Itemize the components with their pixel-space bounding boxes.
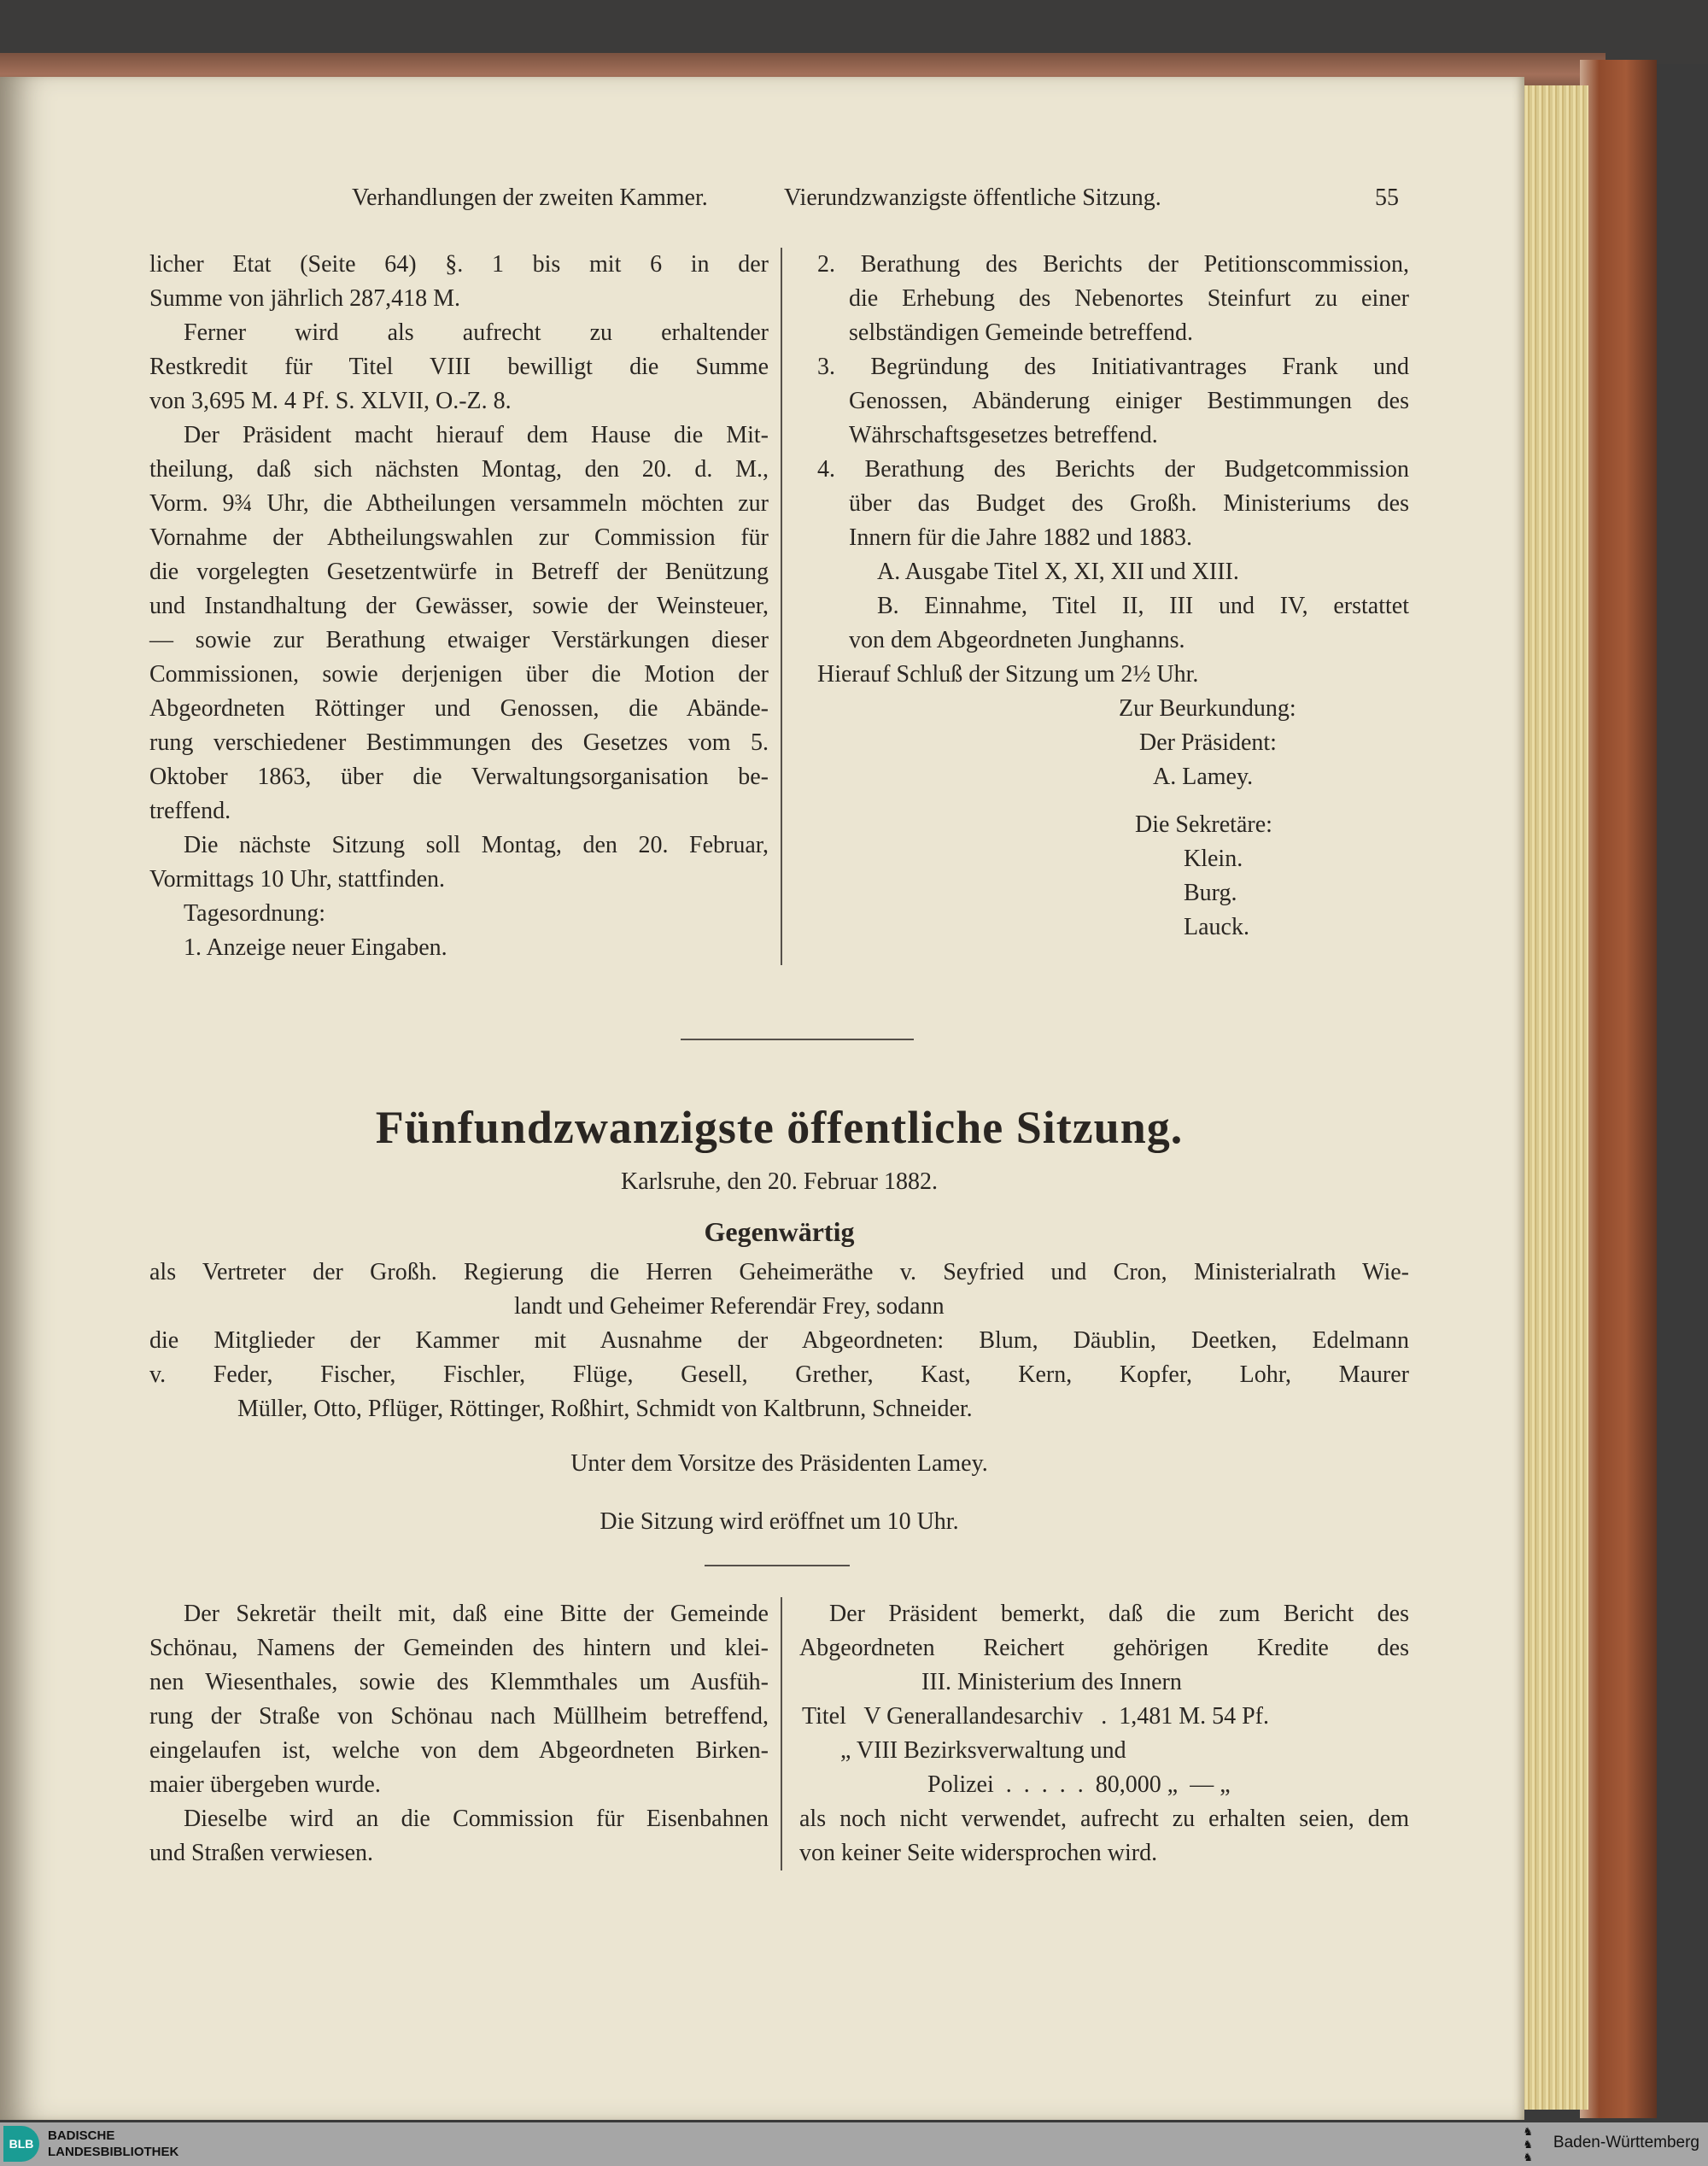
library-name xyxy=(48,2128,178,2160)
top-left-column-line: Die nächste Sitzung soll Montag, den 20. Februar, xyxy=(184,832,769,858)
bottom-right-column-line: Titel V Generallandesarchiv . 1,481 M. 54 Pf. xyxy=(802,1703,1269,1730)
top-columns xyxy=(149,248,1409,965)
top-left-column-line: 1. Anzeige neuer Eingaben. xyxy=(184,934,447,961)
top-left-column-line: Der Präsident macht hierauf dem Hause die Mit- xyxy=(184,422,769,448)
top-right-column-line: 2. Berathung des Berichts der Petitionscommission, xyxy=(817,251,1409,278)
bottom-right-column-line: als noch nicht verwendet, aufrecht zu erhalten seien, dem xyxy=(799,1806,1409,1832)
place-date: Karlsruhe, den 20. Februar 1882. xyxy=(621,1168,938,1195)
top-left-column-line: Vormittags 10 Uhr, stattfinden. xyxy=(149,866,445,893)
top-right-column-line: 3. Begründung des Initiativantrages Frank und xyxy=(817,354,1409,380)
lion-icon: ♞ ♞ ♞ xyxy=(1523,2125,1533,2163)
bottom-columns xyxy=(149,1597,1409,1870)
running-header-center: Vierundzwanzigste öffentliche Sitzung. xyxy=(784,184,1161,211)
page-number: 55 xyxy=(1375,184,1399,211)
section-rule-2 xyxy=(705,1565,850,1566)
bottom-left-column-line: Schönau, Namens der Gemeinden des hintern und klei- xyxy=(149,1635,769,1661)
opening-line: Die Sitzung wird eröffnet um 10 Uhr. xyxy=(600,1508,959,1535)
top-right-column-line: Währschaftsgesetzes betreffend. xyxy=(849,422,1158,448)
top-left-column-line: Summe von jährlich 287,418 M. xyxy=(149,285,460,312)
top-left-column-line: Tagesordnung: xyxy=(184,900,326,927)
top-left-column-line: von 3,695 M. 4 Pf. S. XLVII, O.-Z. 8. xyxy=(149,388,512,414)
blb-logo: BLB xyxy=(3,2126,39,2162)
top-right-column-line: Die Sekretäre: xyxy=(1135,811,1272,838)
top-left-column-line: Restkredit für Titel VIII bewilligt die Summe xyxy=(149,354,769,380)
bottom-right-column-line: III. Ministerium des Innern xyxy=(921,1669,1182,1695)
top-right-column-line: Klein. xyxy=(1184,846,1243,872)
top-left-column-line: und Instandhaltung der Gewässer, sowie der Weinsteuer, xyxy=(149,593,769,619)
bottom-right-column-line: Der Präsident bemerkt, daß die zum Bericht des xyxy=(829,1601,1409,1627)
page-content xyxy=(149,181,1409,1870)
top-left-column-line: treffend. xyxy=(149,798,231,824)
library-name-line1: BADISCHE xyxy=(48,2128,115,2143)
top-right-column-line: B. Einnahme, Titel II, III und IV, erstattet xyxy=(877,593,1409,619)
top-right-column-line: 4. Berathung des Berichts der Budgetcommission xyxy=(817,456,1409,483)
top-left-column-line: rung verschiedener Bestimmungen des Gesetzes vom 5. xyxy=(149,729,769,756)
bottom-right-column xyxy=(781,1597,1409,1870)
top-left-column-line: Abgeordneten Röttinger und Genossen, die Abände- xyxy=(149,695,769,722)
bottom-left-column-line: maier übergeben wurde. xyxy=(149,1771,381,1798)
top-left-column-line: Vornahme der Abtheilungswahlen zur Commission für xyxy=(149,524,769,551)
top-right-column-line: A. Lamey. xyxy=(1153,764,1254,790)
present-list xyxy=(149,1256,1409,1426)
top-right-column-line: Der Präsident: xyxy=(1139,729,1277,756)
top-right-column-line: Burg. xyxy=(1184,880,1237,906)
library-name-line2: LANDESBIBLIOTHEK xyxy=(48,2145,179,2159)
bottom-left-column xyxy=(149,1597,769,1870)
bottom-left-column-line: und Straßen verwiesen. xyxy=(149,1840,374,1866)
running-header-left: Verhandlungen der zweiten Kammer. xyxy=(352,184,708,211)
top-right-column-line: Hierauf Schluß der Sitzung um 2½ Uhr. xyxy=(817,661,1199,688)
top-left-column-line: — sowie zur Berathung etwaiger Verstärkungen dieser xyxy=(149,627,769,653)
present-line: als Vertreter der Großh. Regierung die Herren Geheimeräthe v. Seyfried und Cron, Ministerialrath Wie- xyxy=(149,1259,1409,1285)
bottom-right-column-line: Polizei . . . . . 80,000 „ — „ xyxy=(927,1771,1231,1798)
top-right-column xyxy=(781,248,1409,965)
book-cover-right xyxy=(1580,60,1657,2118)
present-line: Müller, Otto, Pflüger, Röttinger, Roßhirt, Schmidt von Kaltbrunn, Schneider. xyxy=(237,1396,973,1422)
top-right-column-line: Innern für die Jahre 1882 und 1883. xyxy=(849,524,1193,551)
bottom-left-column-line: Der Sekretär theilt mit, daß eine Bitte der Gemeinde xyxy=(184,1601,769,1627)
top-right-column-line: die Erhebung des Nebenortes Steinfurt zu einer xyxy=(849,285,1409,312)
bottom-left-column-line: Dieselbe wird an die Commission für Eisenbahnen xyxy=(184,1806,769,1832)
top-left-column-line: die vorgelegten Gesetzentwürfe in Betreff der Benützung xyxy=(149,559,769,585)
session-title: Fünfundzwanzigste öffentliche Sitzung. xyxy=(375,1102,1184,1153)
top-right-column-line: Genossen, Abänderung einiger Bestimmungen des xyxy=(849,388,1409,414)
present-line: landt und Geheimer Referendär Frey, sodann xyxy=(514,1293,945,1320)
footer-bar xyxy=(0,2122,1708,2166)
present-line: die Mitglieder der Kammer mit Ausnahme der Abgeordneten: Blum, Däublin, Deetken, Edelmann xyxy=(149,1327,1409,1354)
bottom-left-column-line: nen Wiesenthales, sowie des Klemmthales um Ausfüh- xyxy=(149,1669,769,1695)
state-name: Baden-Württemberg xyxy=(1553,2134,1699,2151)
bottom-right-column-line: Abgeordneten Reichert gehörigen Kredite des xyxy=(799,1635,1409,1661)
page-edges xyxy=(1516,85,1588,2110)
bottom-right-column-line: „ VIII Bezirksverwaltung und xyxy=(840,1737,1126,1764)
top-right-column-line: von dem Abgeordneten Junghanns. xyxy=(849,627,1185,653)
top-right-column-line: über das Budget des Großh. Ministeriums des xyxy=(849,490,1409,517)
bottom-left-column-line: rung der Straße von Schönau nach Müllheim betreffend, xyxy=(149,1703,769,1730)
top-right-column-line: Lauck. xyxy=(1184,914,1249,940)
top-left-column-line: Commissionen, sowie derjenigen über die Motion der xyxy=(149,661,769,688)
top-left-column-line: Oktober 1863, über die Verwaltungsorganisation be- xyxy=(149,764,769,790)
top-left-column-line: licher Etat (Seite 64) §. 1 bis mit 6 in der xyxy=(149,251,769,278)
chair-line: Unter dem Vorsitze des Präsidenten Lamey. xyxy=(570,1450,988,1477)
present-line: v. Feder, Fischer, Fischler, Flüge, Gesell, Grether, Kast, Kern, Kopfer, Lohr, Maurer xyxy=(149,1361,1409,1388)
top-left-column-line: Vorm. 9¾ Uhr, die Abtheilungen versammeln möchten zur xyxy=(149,490,769,517)
section-rule xyxy=(681,1039,914,1040)
top-right-column-line: Zur Beurkundung: xyxy=(1119,695,1296,722)
bottom-left-column-line: eingelaufen ist, welche von dem Abgeordneten Birken- xyxy=(149,1737,769,1764)
top-left-column-line: theilung, daß sich nächsten Montag, den 20. d. M., xyxy=(149,456,769,483)
top-left-column xyxy=(149,248,769,965)
top-right-column-line: selbständigen Gemeinde betreffend. xyxy=(849,319,1194,346)
present-heading: Gegenwärtig xyxy=(704,1216,855,1247)
running-header xyxy=(149,181,1409,219)
bottom-right-column-line: von keiner Seite widersprochen wird. xyxy=(799,1840,1158,1866)
top-left-column-line: Ferner wird als aufrecht zu erhaltender xyxy=(184,319,769,346)
top-right-column-line: A. Ausgabe Titel X, XI, XII und XIII. xyxy=(877,559,1239,585)
